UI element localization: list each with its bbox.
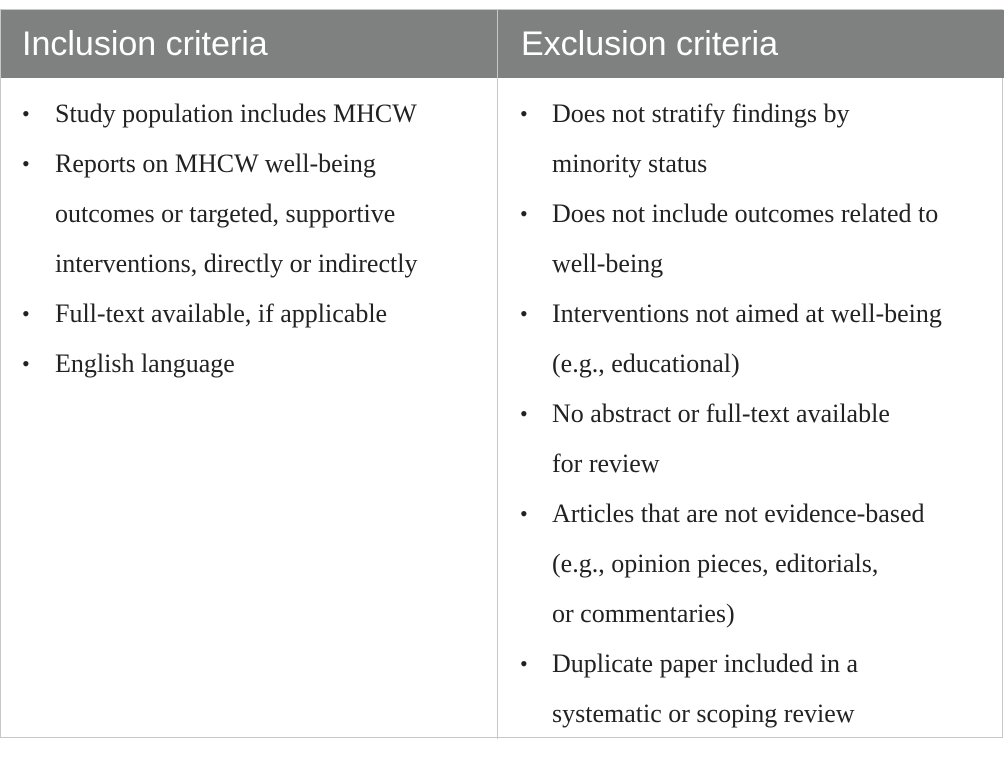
criteria-text-line: for review (552, 449, 660, 478)
criteria-table (0, 9, 1003, 738)
exclusion-criteria-item (498, 189, 1004, 289)
criteria-text-line: Interventions not aimed at well-being (552, 299, 942, 328)
criteria-text-line: Articles that are not evidence-based (552, 499, 925, 528)
criteria-text-line: Does not stratify findings by (552, 99, 850, 128)
exclusion-criteria-header: Exclusion criteria (497, 10, 1004, 78)
criteria-text-line: Study population includes MHCW (55, 99, 417, 128)
criteria-text-line: English language (55, 349, 235, 378)
criteria-text-line: No abstract or full-text available (552, 399, 890, 428)
criteria-text-line: well-being (552, 249, 664, 278)
exclusion-criteria-item (498, 489, 1004, 639)
bullet-icon: • (520, 101, 528, 126)
bullet-icon: • (520, 201, 528, 226)
bullet-icon: • (520, 301, 528, 326)
criteria-text-line: Duplicate paper included in a (552, 649, 859, 678)
criteria-text-line: interventions, directly or indirectly (55, 249, 418, 278)
criteria-text-line: Does not include outcomes related to (552, 199, 939, 228)
exclusion-criteria-item (498, 289, 1004, 389)
bullet-icon: • (520, 401, 528, 426)
bullet-icon: • (22, 151, 30, 176)
criteria-text-line: or commentaries) (552, 599, 735, 628)
inclusion-criteria-cell (1, 78, 497, 739)
inclusion-criteria-item (1, 339, 497, 389)
exclusion-criteria-list (498, 89, 1004, 739)
exclusion-criteria-cell (497, 78, 1004, 739)
inclusion-criteria-list (1, 89, 497, 389)
bullet-icon: • (22, 351, 30, 376)
bullet-icon: • (520, 651, 528, 676)
criteria-text-line: minority status (552, 149, 708, 178)
bullet-icon: • (520, 501, 528, 526)
criteria-text-line: Full-text available, if applicable (55, 299, 388, 328)
criteria-text-line: Reports on MHCW well-being (55, 149, 376, 178)
exclusion-criteria-item (498, 639, 1004, 739)
criteria-text-line: outcomes or targeted, supportive (55, 199, 396, 228)
inclusion-criteria-item (1, 139, 497, 289)
inclusion-criteria-item (1, 289, 497, 339)
bullet-icon: • (22, 301, 30, 326)
criteria-text-line: (e.g., opinion pieces, editorials, (552, 549, 879, 578)
criteria-text-line: systematic or scoping review (552, 699, 855, 728)
inclusion-criteria-item (1, 89, 497, 139)
bullet-icon: • (22, 101, 30, 126)
exclusion-criteria-item (498, 389, 1004, 489)
exclusion-criteria-item (498, 89, 1004, 189)
inclusion-criteria-header: Inclusion criteria (1, 10, 497, 78)
criteria-text-line: (e.g., educational) (552, 349, 740, 378)
